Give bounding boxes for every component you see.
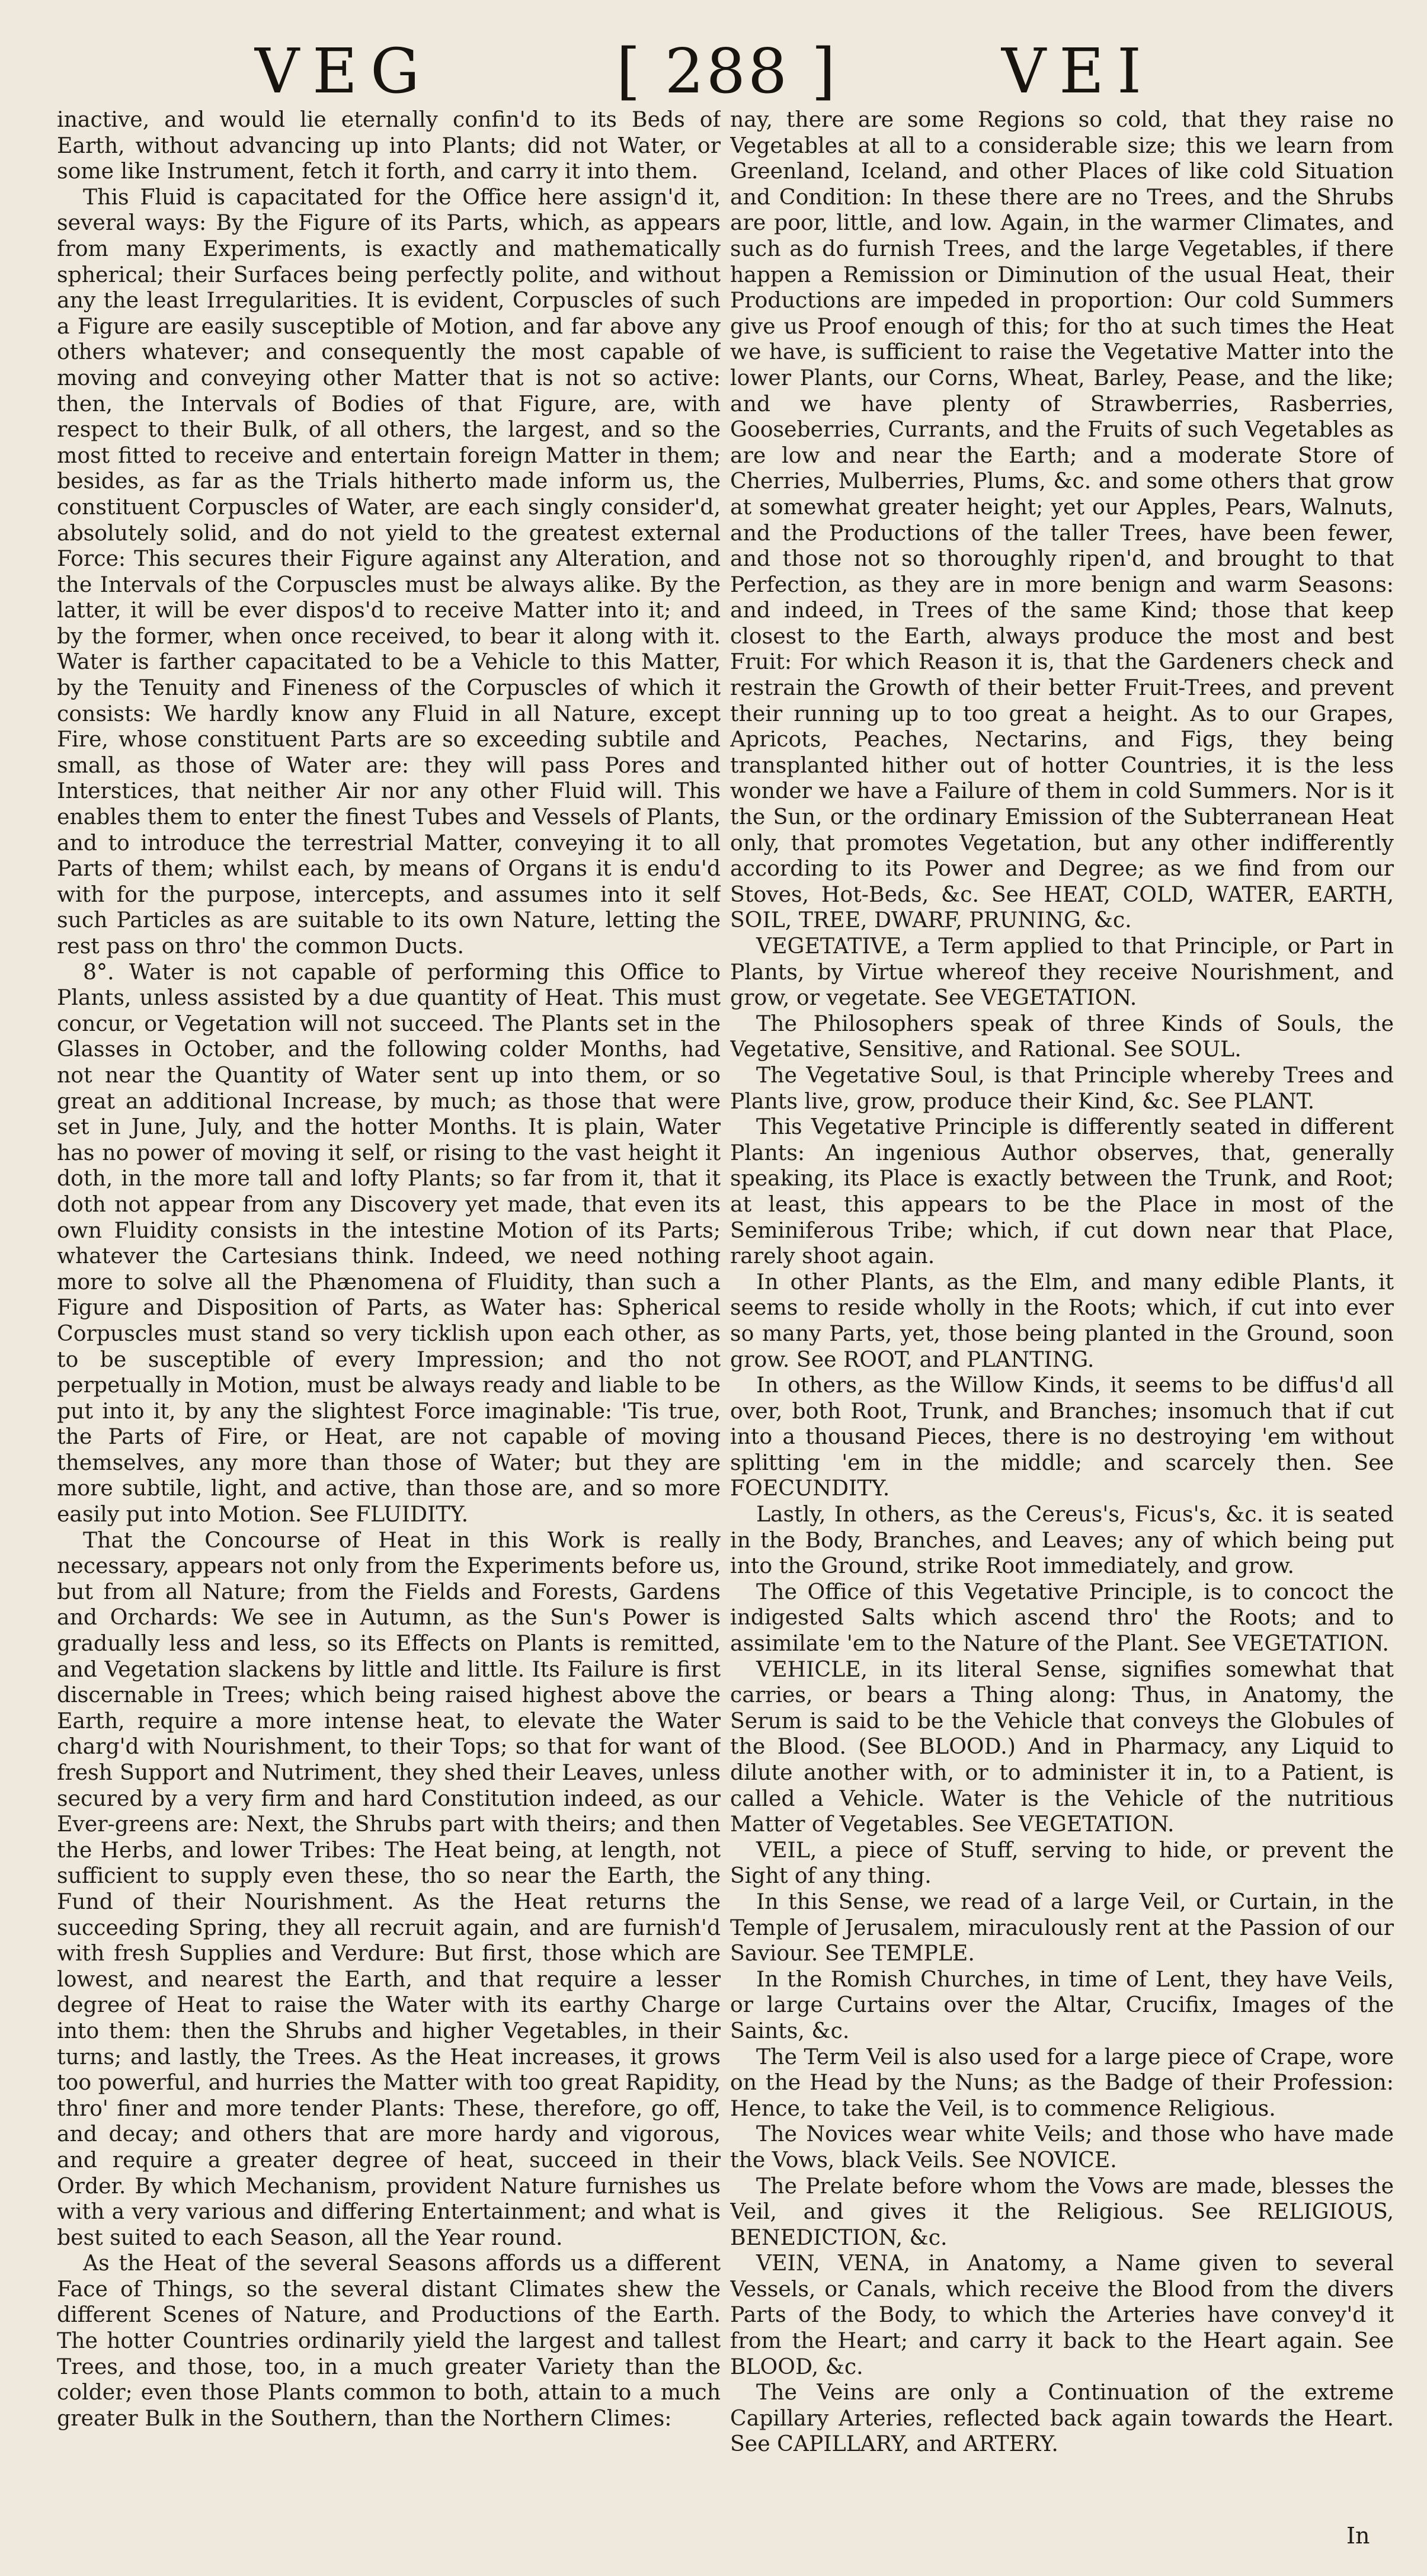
entry-vehicle: VEHICLE, in its literal Sense, signifies somewhat that carries, or bears a Thing along: Thus, in Anatomy, the Serum is said to be the Vehicle that conveys the Globules of the Blood. (See BLOOD.) And in Pharmacy, any Liquid to dilute another with, or to administer it in, to a Patient, is called a Vehicle. Water is the Vehicle of the nutritious Matter of Vegetables. See VEGETATION. xyxy=(730,1656,1394,1837)
page-number: [ 288 ] xyxy=(616,35,838,107)
right-column xyxy=(730,107,1394,2506)
entry-vein: VEIN, VENA, in Anatomy, a Name given to several Vessels, or Canals, which receive the Blood from the divers Parts of the Body, to which the Arteries have convey'd it from the Heart; and carry it back to the Heart again. See BLOOD, &c. xyxy=(730,2250,1394,2379)
header-left-guideword: VEG xyxy=(255,35,433,107)
header-right-guideword: VEI xyxy=(1002,35,1155,107)
paragraph: The Prelate before whom the Vows are made, blesses the Veil, and gives it the Religious. See RELIGIOUS, BENEDICTION, &c. xyxy=(730,2173,1394,2250)
left-column xyxy=(57,107,721,2506)
entry-vegetative: VEGETATIVE, a Term applied to that Principle, or Part in Plants, by Virtue whereof they receive Nourishment, and grow, or vegetate. See VEGETATION. xyxy=(730,933,1394,1011)
paragraph: As the Heat of the several Seasons affords us a different Face of Things, so the several distant Climates shew the different Scenes of Nature, and Productions of the Earth. The hotter Countries ordinarily yield the largest and tallest Trees, and those, too, in a much greater Variety than the colder; even those Plants common to both, attain to a much greater Bulk in the Southern, than the Northern Climes: xyxy=(57,2250,721,2431)
paragraph: 8°. Water is not capable of performing this Office to Plants, unless assisted by a due quantity of Heat. This must concur, or Vegetation will not succeed. The Plants set in the Glasses in October, and the following colder Months, had not near the Quantity of Water sent up into them, or so great an additional Increase, by much; as those that were set in June, July, and the hotter Months. It is plain, Water has no power of moving it self, or rising to the vast height it doth, in the more tall and lofty Plants; so far from it, that it doth not appear from any Discovery yet made, that even its own Fluidity consists in the intestine Motion of its Parts; whatever the Cartesians think. Indeed, we need nothing more to solve all the Phænomena of Fluidity, than such a Figure and Disposition of Parts, as Water has: Spherical Corpuscles must stand so very ticklish upon each other, as to be susceptible of every Impression; and tho not perpetually in Motion, must be always ready and liable to be put into it, by any the slightest Force imaginable: 'Tis true, the Parts of Fire, or Heat, are not capable of moving themselves, any more than those of Water; but they are more subtile, light, and active, than those are, and so more easily put into Motion. See FLUIDITY. xyxy=(57,959,721,1527)
paragraph: The Office of this Vegetative Principle, is to concoct the indigested Salts which ascend thro' the Roots; and to assimilate 'em to the Nature of the Plant. See VEGETATION. xyxy=(730,1578,1394,1657)
paragraph: The Vegetative Soul, is that Principle whereby Trees and Plants live, grow, produce their Kind, &c. See PLANT. xyxy=(730,1062,1394,1114)
paragraph: In others, as the Willow Kinds, it seems to be diffus'd all over, both Root, Trunk, and Branches; insomuch that if cut into a thousand Pieces, there is no destroying 'em without splitting 'em in the middle; and scarcely then. See FOECUNDITY. xyxy=(730,1372,1394,1501)
paragraph: In other Plants, as the Elm, and many edible Plants, it seems to reside wholly in the Roots; which, if cut into ever so many Parts, yet, those being planted in the Ground, soon grow. See ROOT, and PLANTING. xyxy=(730,1268,1394,1372)
paragraph: This Fluid is capacitated for the Office here assign'd it, several ways: By the Figure of its Parts, which, as appears from many Experiments, is exactly and mathematically spherical; their Surfaces being perfectly polite, and without any the least Irregularities. It is evident, Corpuscles of such a Figure are easily susceptible of Motion, and far above any others whatever; and consequently the most capable of moving and conveying other Matter that is not so active: then, the Intervals of Bodies of that Figure, are, with respect to their Bulk, of all others, the largest, and so the most fitted to receive and entertain foreign Matter in them; besides, as far as the Trials hitherto made inform us, the constituent Corpuscles of Water, are each singly consider'd, absolutely solid, and do not yield to the greatest external Force: This secures their Figure against any Alteration, and the Intervals of the Corpuscles must be always alike. By the latter, it will be ever dispos'd to receive Matter into it; and by the former, when once received, to bear it along with it. Water is farther capacitated to be a Vehicle to this Matter, by the Tenuity and Fineness of the Corpuscles of which it consists: We hardly know any Fluid in all Nature, except Fire, whose constituent Parts are so exceeding subtile and small, as those of Water are: they will pass Pores and Interstices, that neither Air nor any other Fluid will. This enables them to enter the finest Tubes and Vessels of Plants, and to introduce the terrestrial Matter, conveying it to all Parts of them; whilst each, by means of Organs it is endu'd with for the purpose, intercepts, and assumes into it self such Particles as are suitable to its own Nature, letting the rest pass on thro' the common Ducts. xyxy=(57,184,721,959)
running-header xyxy=(0,33,1427,110)
paragraph: The Novices wear white Veils; and those who have made the Vows, black Veils. See NOVICE. xyxy=(730,2121,1394,2173)
entry-veil: VEIL, a piece of Stuff, serving to hide, or prevent the Sight of any thing. xyxy=(730,1837,1394,1889)
paragraph: In this Sense, we read of a large Veil, or Curtain, in the Temple of Jerusalem, miraculously rent at the Passion of our Saviour. See TEMPLE. xyxy=(730,1888,1394,1966)
catchword: In xyxy=(1346,2523,1370,2549)
paragraph: inactive, and would lie eternally confin'd to its Beds of Earth, without advancing up into Plants; did not Water, or some like Instrument, fetch it forth, and carry it into them. xyxy=(57,107,721,184)
paragraph: This Vegetative Principle is differently seated in different Plants: An ingenious Author observes, that, generally speaking, its Place is exactly between the Trunk, and Root; at least, this appears to be the Place in most of the Seminiferous Tribe; which, if cut down near that Place, rarely shoot again. xyxy=(730,1114,1394,1269)
paragraph: nay, there are some Regions so cold, that they raise no Vegetables at all to a considerable size; this we learn from Greenland, Iceland, and other Places of like cold Situation and Condition: In these there are no Trees, and the Shrubs are poor, little, and low. Again, in the warmer Climates, and such as do furnish Trees, and the large Vegetables, if there happen a Remission or Diminution of the usual Heat, their Productions are impeded in proportion: Our cold Summers give us Proof enough of this; for tho at such times the Heat we have, is sufficient to raise the Vegetative Matter into the lower Plants, our Corns, Wheat, Barley, Pease, and the like; and we have plenty of Strawberries, Rasberries, Gooseberries, Currants, and the Fruits of such Vegetables as are low and near the Earth; and a moderate Store of Cherries, Mulberries, Plums, &c. and some others that grow at somewhat greater height; yet our Apples, Pears, Walnuts, and the Productions of the taller Trees, have been fewer, and those not so thoroughly ripen'd, and brought to that Perfection, as they are in more benign and warm Seasons: and indeed, in Trees of the same Kind; those that keep closest to the Earth, always produce the most and best Fruit: For which Reason it is, that the Gardeners check and restrain the Growth of their better Fruit-Trees, and prevent their running up to too great a height. As to our Grapes, Apricots, Peaches, Nectarins, and Figs, they being transplanted hither out of hotter Countries, it is the less wonder we have a Failure of them in cold Summers. Nor is it the Sun, or the ordinary Emission of the Subterranean Heat only, that promotes Vegetation, but any other indifferently according to its Power and Degree; as we find from our Stoves, Hot-Beds, &c. See HEAT, COLD, WATER, EARTH, SOIL, TREE, DWARF, PRUNING, &c. xyxy=(730,107,1394,933)
paragraph: The Veins are only a Continuation of the extreme Capillary Arteries, reflected back again towards the Heart. See CAPILLARY, and ARTERY. xyxy=(730,2379,1394,2457)
paragraph: Lastly, In others, as the Cereus's, Ficus's, &c. it is seated in the Body, Branches, and Leaves; any of which being put into the Ground, strike Root immediately, and grow. xyxy=(730,1501,1394,1579)
paragraph: The Philosophers speak of three Kinds of Souls, the Vegetative, Sensitive, and Rational. See SOUL. xyxy=(730,1010,1394,1062)
paragraph: In the Romish Churches, in time of Lent, they have Veils, or large Curtains over the Altar, Crucifix, Images of the Saints, &c. xyxy=(730,1966,1394,2043)
paragraph: That the Concourse of Heat in this Work is really necessary, appears not only from the Experiments before us, but from all Nature; from the Fields and Forests, Gardens and Orchards: We see in Autumn, as the Sun's Power is gradually less and less, so its Effects on Plants is remitted, and Vegetation slackens by little and little. Its Failure is first discernable in Trees; which being raised highest above the Earth, require a more intense heat, to elevate the Water charg'd with Nourishment, to their Tops; so that for want of fresh Support and Nutriment, they shed their Leaves, unless secured by a very firm and hard Constitution indeed, as our Ever-greens are: Next, the Shrubs part with theirs; and then the Herbs, and lower Tribes: The Heat being, at length, not sufficient to supply even these, tho so near the Earth, the Fund of their Nourishment. As the Heat returns the succeeding Spring, they all recruit again, and are furnish'd with fresh Supplies and Verdure: But first, those which are lowest, and nearest the Earth, and that require a lesser degree of Heat to raise the Water with its earthy Charge into them: then the Shrubs and higher Vegetables, in their turns; and lastly, the Trees. As the Heat increases, it grows too powerful, and hurries the Matter with too great Rapidity, thro' finer and more tender Plants: These, therefore, go off, and decay; and others that are more hardy and vigorous, and require a greater degree of heat, succeed in their Order. By which Mechanism, provident Nature furnishes us with a very various and differing Entertainment; and what is best suited to each Season, all the Year round. xyxy=(57,1527,721,2250)
paragraph: The Term Veil is also used for a large piece of Crape, wore on the Head by the Nuns; as the Badge of their Profession: Hence, to take the Veil, is to commence Religious. xyxy=(730,2043,1394,2121)
